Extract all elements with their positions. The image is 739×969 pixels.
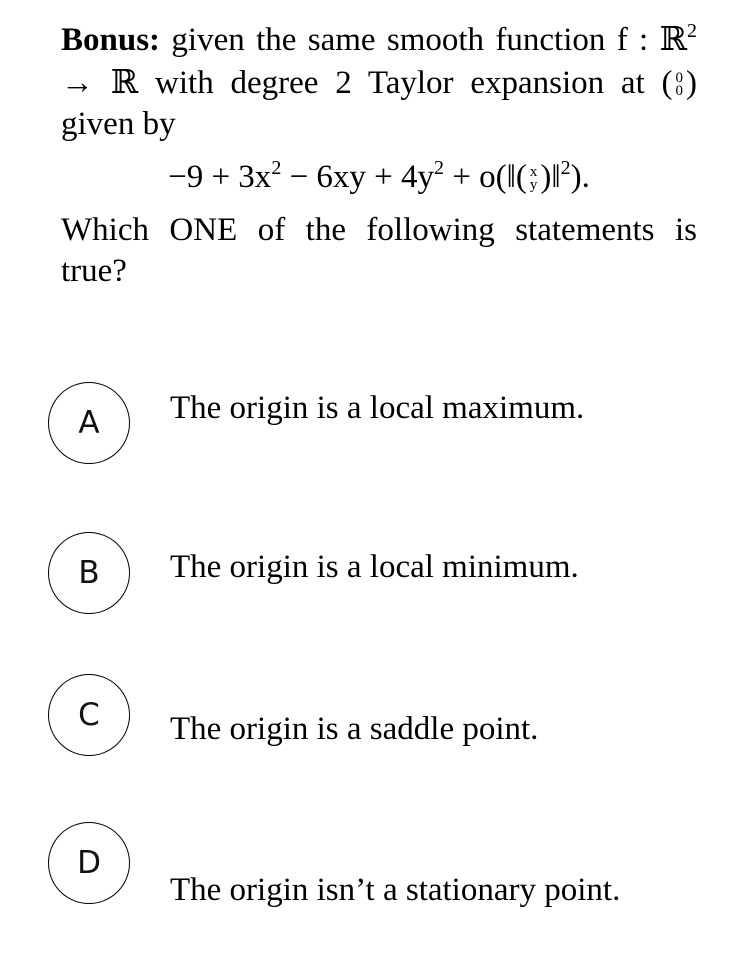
expr-mid: − 6xy + 4y [281,159,435,195]
xy-vector [530,166,538,192]
intro-text-3: given by [61,106,176,142]
option-d-text[interactable]: The origin isn’t a stationary point. [170,872,621,908]
question-text [61,18,697,292]
intro-text-2: with degree 2 Taylor expansion at [155,65,645,101]
expansion-point-vector [676,72,684,98]
domain-symbol: ℝ [659,19,687,58]
option-c[interactable] [48,674,708,758]
intro-text-1: given the same smooth function f : [171,22,649,58]
option-b[interactable] [48,532,708,616]
option-c-text[interactable]: The origin is a saddle point. [170,711,539,747]
option-b-button[interactable]: B [48,532,130,614]
point-top: 0 [675,70,684,87]
option-a-button[interactable]: A [48,382,130,464]
option-c-button[interactable]: C [48,674,130,756]
point-open-paren: ( [661,65,673,101]
expr-exponent-1: 2 [271,157,282,179]
option-d-button[interactable]: D [48,822,130,904]
codomain-symbol: ℝ [110,62,139,101]
expr-main: −9 + 3x [168,159,272,195]
option-d[interactable] [48,822,708,906]
taylor-expansion [61,157,697,198]
expr-exponent-2: 2 [434,157,445,179]
expr-o: + o(‖( [444,159,527,195]
option-b-text[interactable]: The origin is a local minimum. [170,549,579,585]
vec-bottom: y [529,177,538,194]
arrow-symbol: → [61,65,94,101]
domain-exponent: 2 [687,20,697,42]
vec-top: x [529,164,538,181]
question-prompt: Which ONE of the following statements is true? [61,212,697,289]
point-close-paren: ) [686,65,698,101]
option-a[interactable] [48,382,708,466]
expr-exponent-3: 2 [560,157,571,179]
question-intro [61,18,697,145]
expr-close: )‖ [540,159,561,195]
point-bottom: 0 [675,83,684,100]
bonus-label: Bonus: [61,22,161,58]
option-a-text[interactable]: The origin is a local maximum. [170,390,585,426]
expr-end: ). [570,159,590,195]
